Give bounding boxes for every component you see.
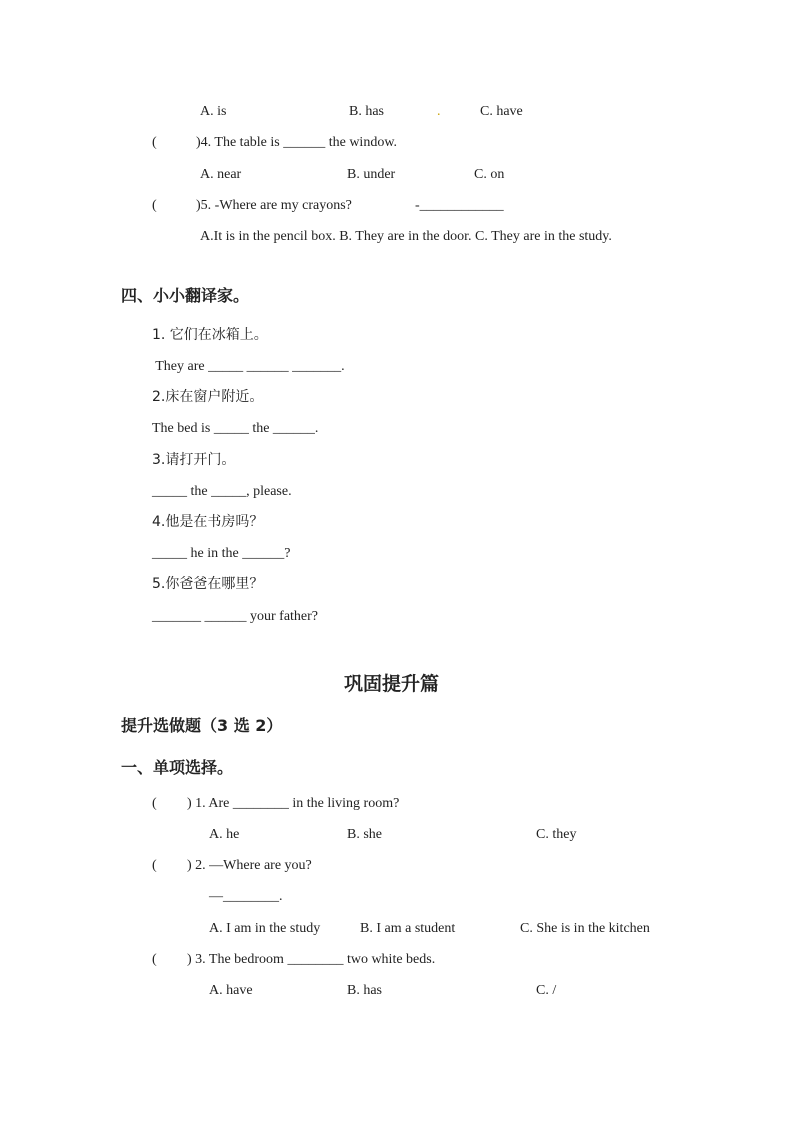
question-3: ) 3. The bedroom ________ two white beds.	[187, 952, 436, 967]
question-5-options: A.It is in the pencil box. B. They are in the door. C. They are in the study.	[200, 229, 612, 244]
option-a: A. he	[209, 827, 240, 842]
option-a: A. I am in the study	[209, 921, 321, 936]
question-5: )5. -Where are my crayons?	[196, 198, 352, 213]
option-c: C. on	[474, 167, 505, 182]
translation-prompt: 5.你爸爸在哪里？	[152, 576, 264, 592]
option-b: B. she	[347, 827, 382, 842]
translation-prompt: 2.床在窗户附近。	[152, 389, 264, 405]
option-b: B. has	[347, 983, 382, 998]
option-c: C. /	[536, 983, 557, 998]
question-4: )4. The table is ______ the window.	[196, 135, 398, 150]
option-c: C. have	[480, 104, 523, 119]
answer-blank: -____________	[415, 198, 504, 213]
answer-paren: (	[152, 858, 157, 873]
translation-prompt: 1. 它们在冰箱上。	[152, 327, 268, 343]
answer-paren: (	[152, 796, 157, 811]
answer-blank: —________.	[209, 889, 283, 904]
translation-answer: _______ ______ your father?	[152, 609, 319, 624]
answer-paren: (	[152, 198, 157, 213]
subtitle: 提升选做题（3 选 2）	[121, 716, 283, 735]
option-a: A. near	[200, 167, 242, 182]
question-2: ) 2. —Where are you?	[187, 858, 312, 873]
section-heading: 一、单项选择。	[121, 758, 234, 777]
option-a: A. have	[209, 983, 253, 998]
translation-answer: _____ the _____, please.	[152, 484, 292, 499]
option-b: B. under	[347, 167, 396, 182]
translation-answer: _____ he in the ______?	[152, 546, 291, 561]
answer-paren: (	[152, 952, 157, 967]
option-b: B. I am a student	[360, 921, 456, 936]
section-heading: 四、小小翻译家。	[121, 286, 250, 305]
option-a: A. is	[200, 104, 227, 119]
translation-prompt: 3.请打开门。	[152, 452, 236, 468]
option-b: B. has	[349, 104, 384, 119]
page-title: 巩固提升篇	[344, 673, 440, 695]
option-c: C. they	[536, 827, 577, 842]
translation-answer: The bed is _____ the ______.	[152, 421, 319, 436]
stray-mark: .	[437, 104, 441, 119]
option-c: C. She is in the kitchen	[520, 921, 650, 936]
translation-prompt: 4.他是在书房吗？	[152, 514, 264, 530]
answer-paren: (	[152, 135, 157, 150]
translation-answer: They are _____ ______ _______.	[152, 359, 345, 374]
question-1: ) 1. Are ________ in the living room?	[187, 796, 400, 811]
